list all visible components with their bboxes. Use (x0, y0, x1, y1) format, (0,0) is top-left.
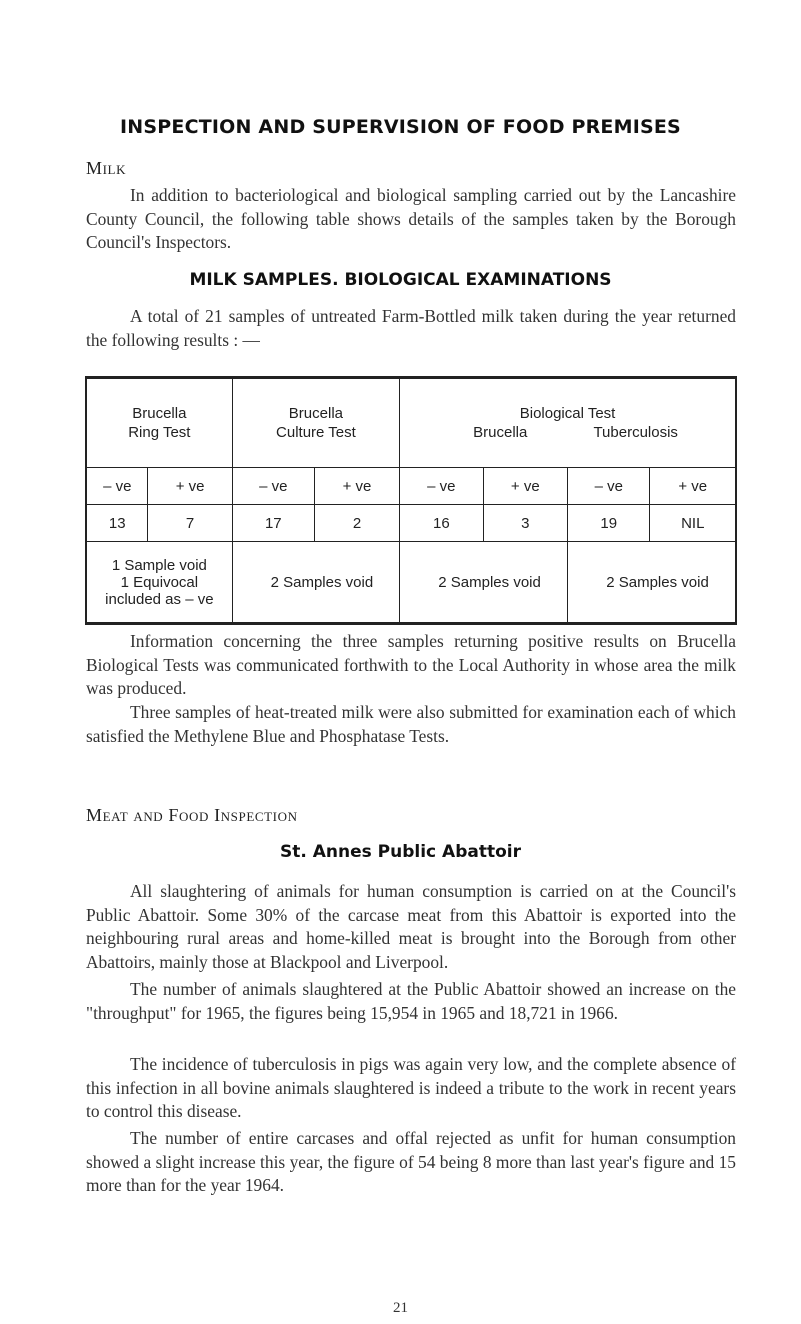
header-bio-tuberculosis: Tuberculosis (593, 424, 678, 441)
void-culture-cell: 2 Samples void (232, 542, 399, 624)
void-ring-line1: 1 Sample void (111, 556, 207, 574)
header-culture-line1: Brucella (288, 405, 343, 422)
header-bio-subheads (400, 423, 735, 442)
page-heading: INSPECTION AND SUPERVISION OF FOOD PREMISES (120, 116, 681, 138)
table-void-row (86, 542, 736, 624)
void-ring-line3: included as – ve (105, 590, 214, 608)
header-ring-line2: Ring Test (128, 424, 191, 441)
milk-samples-heading: MILK SAMPLES. BIOLOGICAL EXAMINATIONS (189, 270, 612, 290)
milk-intro-paragraph: In addition to bacteriological and biological sampling carried out by the Lancashire County Council, the following table shows details of the samples taken by the Borough Council's Inspectors. (86, 185, 736, 252)
table-sign-row (86, 468, 736, 505)
header-ring-line1: Brucella (132, 405, 187, 422)
rejected-carcases-paragraph: The number of entire carcases and offal rejected as unfit for human consumption showed a slight increase this year, the figure of 54 being 8 more than last year's figure and 15 more than for the year 1964. (86, 1128, 736, 1195)
table-cell: NIL (650, 505, 736, 542)
header-biological-test (400, 378, 736, 468)
void-ring-cell (86, 542, 232, 624)
page-number: 21 (393, 1300, 408, 1316)
table-cell: – ve (232, 468, 314, 505)
meat-section-title: Meat and Food Inspection (86, 805, 298, 825)
table-cell: + ve (314, 468, 399, 505)
positive-results-paragraph: Information concerning the three samples returning positive results on Brucella Biological Tests was communicated forthwith to the Local Authority in whose area the milk was produced. (86, 631, 736, 698)
void-bio-tuberculosis-cell: 2 Samples void (568, 542, 736, 624)
table-cell: 13 (86, 505, 148, 542)
throughput-paragraph: The number of animals slaughtered at the Public Abattoir showed an increase on the "throughput" for 1965, the figures being 15,954 in 1965 and 18,721 in 1966. (86, 979, 736, 1023)
void-ring-line2: 1 Equivocal (120, 573, 199, 591)
table-cell: – ve (568, 468, 650, 505)
table-cell: 7 (148, 505, 232, 542)
table-cell: 3 (483, 505, 567, 542)
header-brucella-ring-test (86, 378, 232, 468)
milk-section-title: Milk (86, 158, 127, 178)
table-cell: 2 (314, 505, 399, 542)
heat-treated-paragraph: Three samples of heat-treated milk were also submitted for examination each of which satisfied the Methylene Blue and Phosphatase Tests. (86, 702, 736, 746)
header-brucella-culture-test (232, 378, 399, 468)
table-cell: + ve (650, 468, 736, 505)
header-bio-title: Biological Test (519, 405, 616, 422)
header-culture-line2: Culture Test (276, 424, 356, 441)
table-cell: – ve (400, 468, 483, 505)
table-cell: + ve (483, 468, 567, 505)
table-cell: + ve (148, 468, 232, 505)
table-value-row (86, 505, 736, 542)
milk-samples-intro: A total of 21 samples of untreated Farm-Bottled milk taken during the year returned the following results : — (86, 306, 736, 350)
void-bio-brucella-cell: 2 Samples void (400, 542, 568, 624)
milk-results-table (85, 376, 737, 625)
header-bio-brucella: Brucella (473, 424, 528, 441)
table-cell: – ve (86, 468, 148, 505)
table-cell: 17 (232, 505, 314, 542)
tuberculosis-paragraph: The incidence of tuberculosis in pigs was again very low, and the complete absence of this infection in all bovine animals slaughtered is indeed a tribute to the work in recent years to control this disease. (86, 1054, 736, 1121)
abattoir-paragraph: All slaughtering of animals for human consumption is carried on at the Council's Public Abattoir. Some 30% of the carcase meat from this Abattoir is exported into the neighbouring rural areas and home-killed meat is brought into the Borough from other Abattoirs, mainly those at Blackpool and Liverpool. (86, 881, 736, 972)
table-header-row (86, 378, 736, 468)
table-cell: 19 (568, 505, 650, 542)
table-cell: 16 (400, 505, 483, 542)
abattoir-subheading: St. Annes Public Abattoir (280, 842, 521, 862)
